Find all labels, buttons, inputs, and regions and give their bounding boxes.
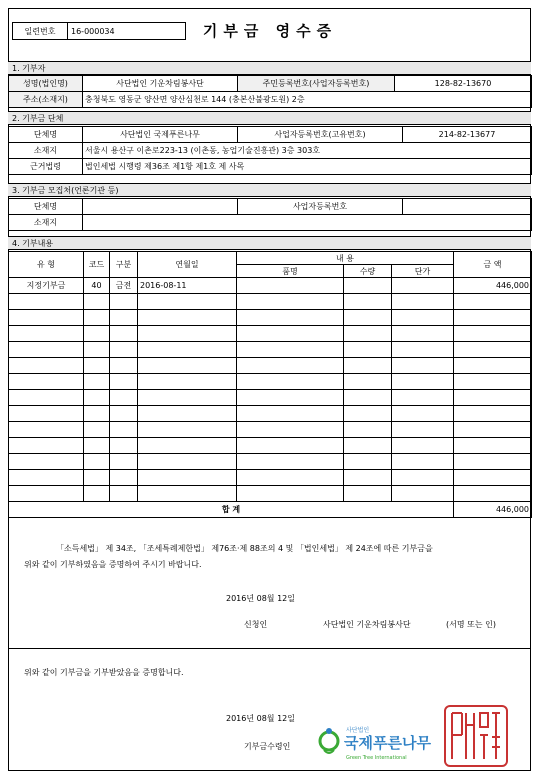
empty-cell [454,342,532,358]
empty-cell [454,406,532,422]
empty-cell [454,358,532,374]
collector-bizno-label: 사업자등록번호 [238,199,403,215]
total-value: 446,000 [454,502,532,518]
collector-addr-value [83,215,532,231]
row-code: 40 [84,278,110,294]
empty-cell [237,374,344,390]
empty-cell [344,390,392,406]
empty-cell [110,342,138,358]
empty-cell [138,422,237,438]
empty-cell [392,470,454,486]
empty-cell [454,438,532,454]
table-row [9,406,532,422]
header-item: 품명 [237,265,344,278]
empty-cell [110,358,138,374]
section-collector-heading: 3. 기부금 모집처(언론기관 등) [8,183,531,197]
empty-cell [9,358,84,374]
row-qty [344,278,392,294]
empty-cell [237,406,344,422]
org-bizno-value: 214-82-13677 [403,127,532,143]
empty-cell [237,486,344,502]
table-row [9,470,532,486]
empty-cell [9,438,84,454]
empty-cell [237,438,344,454]
header-code: 코드 [84,252,110,278]
empty-cell [84,358,110,374]
empty-cell [237,294,344,310]
header-qty: 수량 [344,265,392,278]
empty-cell [344,358,392,374]
row-date: 2016-08-11 [138,278,237,294]
empty-cell [110,438,138,454]
serial-value: 16-000034 [71,26,115,36]
statement-line-1: 「소득세법」 제 34조, 「조세특례제한법」 제76조·제 88조의 4 및 「법인세법」 제 24조에 따른 기부금을 [56,544,433,553]
collector-addr-label: 소재지 [9,215,83,231]
collector-bizno-value [403,199,532,215]
empty-cell [344,454,392,470]
receipt-date: 2016년 08월 12일 [226,714,295,723]
table-row [9,390,532,406]
empty-cell [344,486,392,502]
donor-reg-label: 주민등록번호(사업자등록번호) [238,76,395,92]
receiver-label: 기부금수령인 [244,742,291,751]
empty-cell [84,342,110,358]
donor-name-label: 성명(법인명) [9,76,83,92]
statement-line-2: 위와 같이 기부하였음을 증명하여 주시기 바랍니다. [24,560,202,569]
org-bizno-label: 사업자등록번호(고유번호) [238,127,403,143]
empty-cell [84,422,110,438]
empty-cell [454,390,532,406]
header-price: 단가 [392,265,454,278]
empty-cell [138,326,237,342]
empty-cell [344,342,392,358]
empty-cell [138,358,237,374]
empty-cell [84,438,110,454]
donor-address-value: 충청북도 영동군 양산면 양산심천로 144 (충본산불광도원) 2층 [83,92,532,108]
logo-sub-text: Green Tree International [346,755,407,761]
org-table [8,126,532,175]
empty-cell [344,470,392,486]
empty-cell [138,470,237,486]
empty-cell [392,438,454,454]
document-title: 기부금 영수증 [202,22,338,40]
donation-content-table [8,251,532,518]
empty-cell [392,390,454,406]
table-row [9,486,532,502]
empty-cell [9,342,84,358]
header-date: 연월일 [138,252,237,278]
empty-cell [392,326,454,342]
empty-cell [84,454,110,470]
table-row [9,422,532,438]
empty-cell [110,422,138,438]
empty-cell [110,454,138,470]
empty-cell [237,358,344,374]
empty-cell [454,470,532,486]
empty-cell [138,454,237,470]
empty-cell [84,406,110,422]
table-row [9,326,532,342]
empty-cell [110,310,138,326]
empty-cell [110,374,138,390]
table-row [9,294,532,310]
row-type: 지정기부금 [9,278,84,294]
empty-cell [138,390,237,406]
empty-cell [454,374,532,390]
empty-cell [392,294,454,310]
donor-name-value: 사단법인 기운차림봉사단 [83,76,238,92]
empty-cell [9,454,84,470]
empty-cell [138,486,237,502]
collector-org-value [83,199,238,215]
org-addr-value: 서울시 용산구 이촌로223-13 (이촌동, 농업기술진흥관) 3층 303호 [83,143,532,159]
applicant-label: 신청인 [244,620,268,629]
section-donor-heading: 1. 기부자 [8,61,531,75]
empty-cell [237,454,344,470]
section-org-heading: 2. 기부금 단체 [8,111,531,125]
org-name-value: 사단법인 국제푸른나무 [83,127,238,143]
empty-cell [392,342,454,358]
seal-icon [446,707,506,765]
empty-cell [392,358,454,374]
org-logo [318,723,443,765]
empty-cell [344,422,392,438]
empty-cell [237,470,344,486]
empty-cell [344,406,392,422]
empty-cell [110,294,138,310]
empty-cell [84,326,110,342]
empty-cell [454,422,532,438]
empty-cell [237,390,344,406]
empty-cell [237,342,344,358]
empty-cell [392,486,454,502]
empty-cell [9,326,84,342]
empty-cell [392,454,454,470]
empty-cell [344,310,392,326]
empty-cell [84,390,110,406]
collector-org-label: 단체명 [9,199,83,215]
total-row [9,502,532,518]
empty-cell [454,486,532,502]
serial-box [12,22,186,40]
sign-note: (서명 또는 인) [446,620,496,629]
empty-cell [110,326,138,342]
table-row [9,358,532,374]
table-row [9,310,532,326]
header-amount: 금 액 [454,252,532,278]
empty-cell [84,374,110,390]
header-type: 유 형 [9,252,84,278]
divider [8,648,531,649]
logo-text: 국제푸른나무 [344,734,431,752]
empty-cell [454,310,532,326]
empty-cell [110,406,138,422]
empty-cell [237,310,344,326]
table-row [9,374,532,390]
empty-cell [9,486,84,502]
empty-cell [138,374,237,390]
empty-cell [138,294,237,310]
table-row [9,278,532,294]
empty-cell [138,310,237,326]
empty-cell [344,326,392,342]
empty-cell [344,294,392,310]
donor-reg-value: 128-82-13670 [395,76,532,92]
empty-cell [392,310,454,326]
donor-address-label: 주소(소재지) [9,92,83,108]
empty-cell [9,390,84,406]
empty-cell [454,454,532,470]
collector-table [8,198,532,231]
total-label: 합 계 [9,502,454,518]
empty-cell [110,390,138,406]
table-row [9,438,532,454]
empty-cell [9,406,84,422]
empty-cell [84,486,110,502]
empty-cell [138,406,237,422]
empty-cell [237,422,344,438]
row-kind: 금전 [110,278,138,294]
empty-cell [84,470,110,486]
serial-label: 일련번호 [13,23,68,39]
empty-cell [9,374,84,390]
header-kind: 구분 [110,252,138,278]
receipt-statement: 위와 같이 기부금을 기부받았음을 증명합니다. [24,668,184,677]
statement-date: 2016년 08월 12일 [226,594,295,603]
donor-table [8,75,532,108]
row-item [237,278,344,294]
org-name-label: 단체명 [9,127,83,143]
table-row [9,342,532,358]
empty-cell [110,486,138,502]
empty-cell [138,438,237,454]
empty-cell [138,342,237,358]
empty-cell [9,422,84,438]
org-law-label: 근거법령 [9,159,83,175]
empty-cell [392,374,454,390]
empty-cell [392,406,454,422]
empty-cell [454,294,532,310]
empty-cell [454,326,532,342]
empty-cell [344,438,392,454]
empty-cell [392,422,454,438]
official-seal [444,705,508,767]
empty-cell [344,374,392,390]
empty-cell [9,294,84,310]
empty-cell [84,310,110,326]
header-content: 내 용 [237,252,454,265]
table-row [9,454,532,470]
empty-cell [9,470,84,486]
row-price [392,278,454,294]
empty-cell [9,310,84,326]
org-law-value: 법인세법 시행령 제36조 제1항 제1호 제 사목 [83,159,532,175]
row-amount: 446,000 [454,278,532,294]
applicant-name: 사단법인 기운차림봉사단 [323,620,411,629]
empty-cell [110,470,138,486]
section-content-heading: 4. 기부내용 [8,236,531,250]
empty-cell [84,294,110,310]
empty-cell [237,326,344,342]
org-addr-label: 소재지 [9,143,83,159]
logo-small-text: 사단법인 [346,727,370,734]
